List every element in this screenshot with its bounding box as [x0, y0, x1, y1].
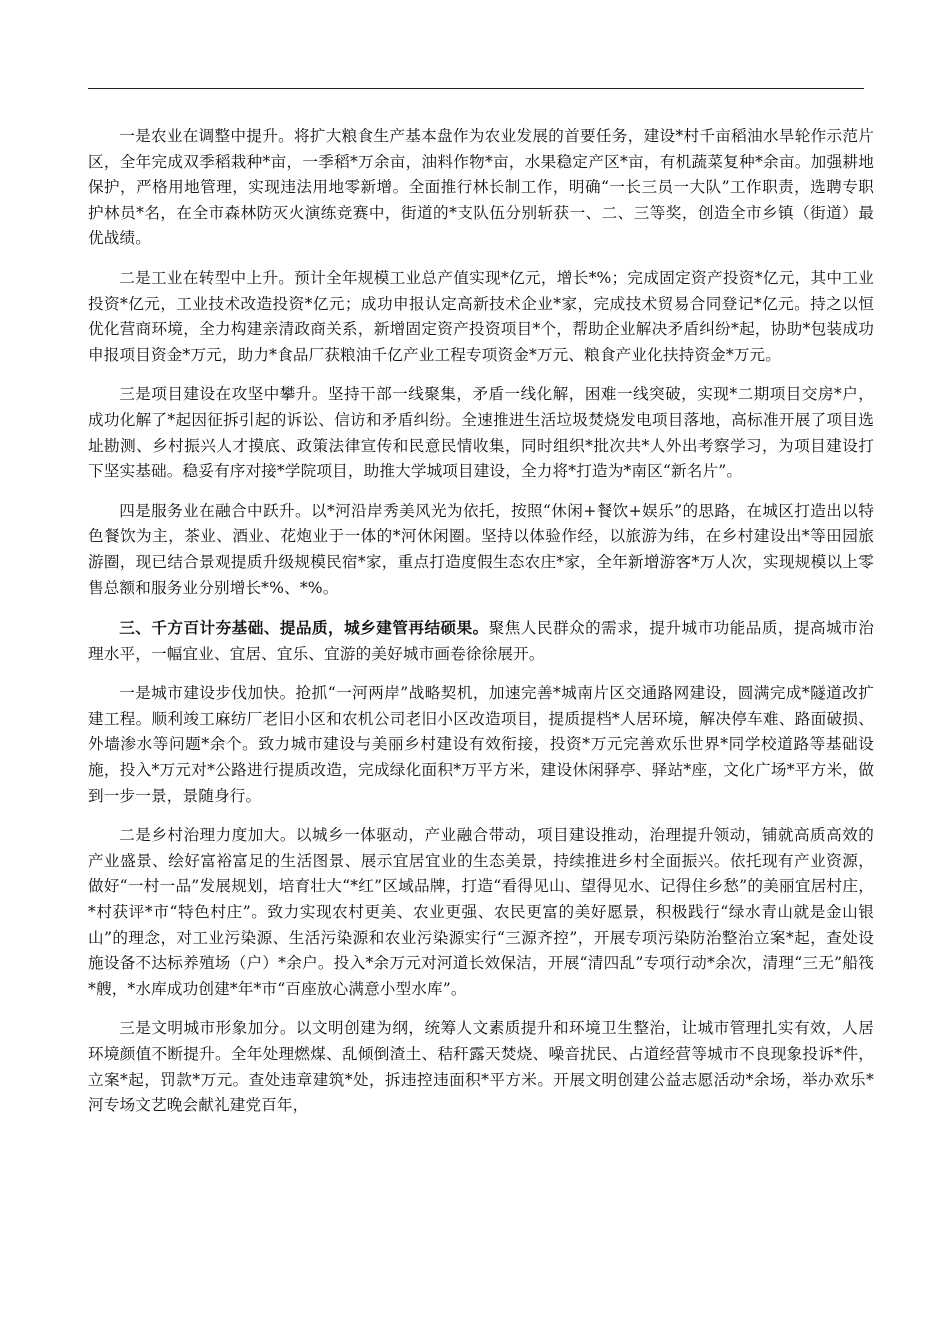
document-body: [88, 124, 874, 1133]
paragraph-rural-governance: 二是乡村治理力度加大。以城乡一体驱动，产业融合带动，项目建设推动，治理提升领动，铺就高质高效的产业盛景、绘好富裕富足的生活图景、展示宜居宜业的生态美景，持续推进乡村全面振兴。依托现有产业资源，做好“一村一品”发展规划，培育壮大“*红”区域品牌，打造“看得见山、望得见水、记得住乡愁”的美丽宜居村庄，*村获评*市“特色村庄”。致力实现农村更美、农业更强、农民更富的美好愿景，积极践行“绿水青山就是金山银山”的理念，对工业污染源、生活污染源和农业污染源实行“三源齐控”，开展专项污染防治整治立案*起，查处设施设备不达标养殖场（户）*余户。投入*余万元对河道长效保洁，开展“清四乱”专项行动*余次，清理“三无”船筏*艘，*水库成功创建*年*市“百座放心满意小型水库”。: [88, 826, 874, 998]
paragraph-services: 四是服务业在融合中跃升。以*河沿岸秀美风光为依托，按照“休闲+餐饮+娱乐”的思路，在城区打造出以特色餐饮为主，茶业、酒业、花炮业于一体的*河休闲圈。坚持以体验作经，以旅游为纬，在乡村建设出*等田园旅游圈，现已结合景观提质升级规模民宿*家，重点打造度假生态农庄*家，全年新增游客*万人次，实现规模以上零售总额和服务业分别增长*%、*%。: [88, 501, 874, 597]
paragraph-projects: 三是项目建设在攻坚中攀升。坚持干部一线聚集，矛盾一线化解，困难一线突破，实现*二期项目交房*户，成功化解了*起因征拆引起的诉讼、信访和矛盾纠纷。全速推进生活垃圾焚烧发电项目落地，高标准开展了项目选址勘测、乡村振兴人才摸底、政策法律宣传和民意民情收集，同时组织*批次共*人外出考察学习，为项目建设打下坚实基础。稳妥有序对接*学院项目，助推大学城项目建设，全力将*打造为*南区“新名片”。: [88, 385, 874, 481]
paragraph-industry: 二是工业在转型中上升。预计全年规模工业总产值实现*亿元，增长*%；完成固定资产投资*亿元，其中工业投资*亿元，工业技术改造投资*亿元；成功申报认定高新技术企业*家，完成技术贸易合同登记*亿元。持之以恒优化营商环境，全力构建亲清政商关系，新增固定资产投资项目*个，帮助企业解决矛盾纠纷*起，协助*包装成功申报项目资金*万元，助力*食品厂获粮油千亿产业工程专项资金*万元、粮食产业化扶持资金*万元。: [88, 268, 874, 364]
section-intro: 聚焦人民群众的需求，提升城市功能品质，提高城市治理水平，一幅宜业、宜居、宜乐、宜游的美好城市画卷徐徐展开。: [88, 619, 874, 663]
header-rule: [88, 88, 864, 89]
section-heading: 三、千方百计夯基础、提品质，城乡建管再结硕果。: [119, 618, 489, 638]
paragraph-city-construction: 一是城市建设步伐加快。抢抓“一河两岸”战略契机，加速完善*城南片区交通路网建设，圆满完成*隧道改扩建工程。顺利竣工麻纺厂老旧小区和农机公司老旧小区改造项目，提质提档*人居环境，解决停车难、路面破损、外墙渗水等问题*余个。致力城市建设与美丽乡村建设有效衔接，投资*万元完善欢乐世界*同学校道路等基础设施，投入*万元对*公路进行提质改造，完成绿化面积*万平方米，建设休闲驿亭、驿站*座，文化广场*平方米，做到一步一景，景随身行。: [88, 684, 874, 805]
paragraph-agriculture: 一是农业在调整中提升。将扩大粮食生产基本盘作为农业发展的首要任务，建设*村千亩稻油水旱轮作示范片区，全年完成双季稻栽种*亩，一季稻*万余亩，油料作物*亩，水果稳定产区*亩，有机蔬菜复种*余亩。加强耕地保护，严格用地管理，实现违法用地零新增。全面推行林长制工作，明确“一长三员一大队”工作职责，选聘专职护林员*名，在全市森林防灭火演练竞赛中，街道的*支队伍分别斩获一、二、三等奖，创造全市乡镇（街道）最优战绩。: [88, 127, 874, 248]
paragraph-civilized-city: 三是文明城市形象加分。以文明创建为纲，统筹人文素质提升和环境卫生整治，让城市管理扎实有效，人居环境颜值不断提升。全年处理燃煤、乱倾倒渣土、秸秆露天焚烧、噪音扰民、占道经营等城市不良现象投诉*件，立案*起，罚款*万元。查处违章建筑*处，拆违控违面积*平方米。开展文明创建公益志愿活动*余场，举办欢乐*河专场文艺晚会献礼建党百年，: [88, 1019, 874, 1115]
section-three: [88, 615, 874, 667]
